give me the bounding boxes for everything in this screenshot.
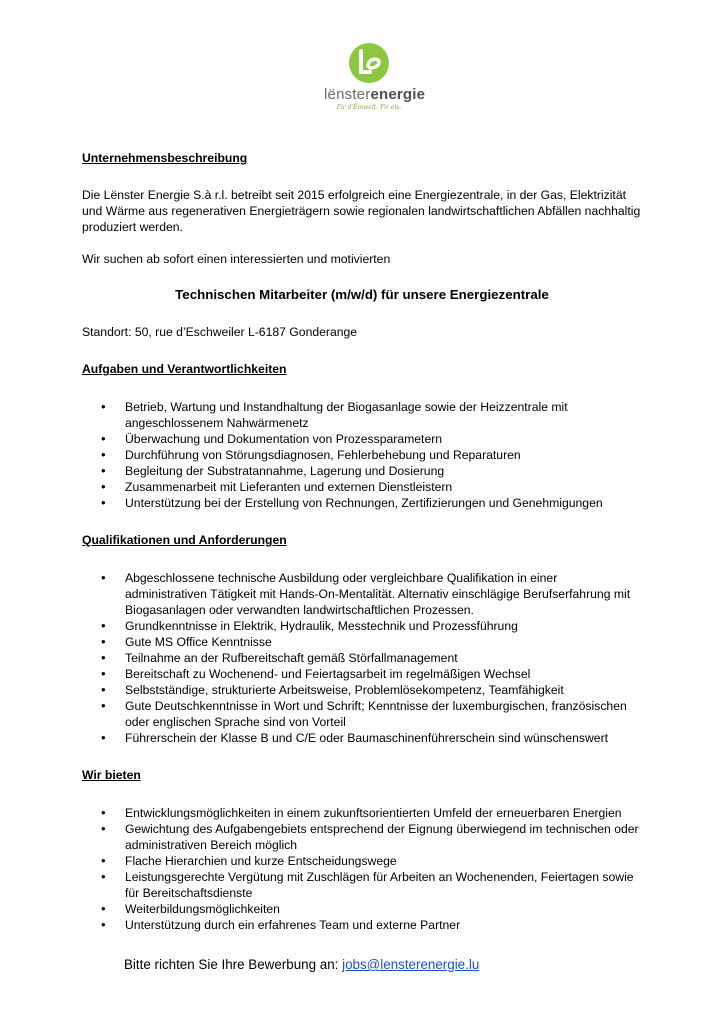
list-item: • Grundkenntnisse in Elektrik, Hydraulik, Messtechnik und Prozessführung	[82, 618, 642, 634]
tasks-heading: Aufgaben und Verantwortlichkeiten	[82, 362, 287, 376]
list-item: • Abgeschlossene technische Ausbildung oder vergleichbare Qualifikation in einer administrativen Tätigkeit mit Hands-On-Mentalität. Alternativ einschlägige Berufserfahrung mit Biogasanlagen oder verwandten landwirtschaftlichen Prozessen.	[82, 570, 642, 618]
list-item: • Weiterbildungsmöglichkeiten	[82, 901, 642, 917]
list-item: • Zusammenarbeit mit Lieferanten und externen Dienstleistern	[82, 479, 642, 495]
offer-heading: Wir bieten	[82, 768, 141, 782]
list-item: • Gute Deutschkenntnisse in Wort und Schrift; Kenntnisse der luxemburgischen, französischen oder englischen Sprache sind von Vorteil	[82, 698, 642, 730]
list-item: • Bereitschaft zu Wochenend- und Feiertagsarbeit im regelmäßigen Wechsel	[82, 666, 642, 682]
qualifications-list	[82, 570, 642, 746]
search-intro: Wir suchen ab sofort einen interessierten und motivierten	[82, 252, 391, 266]
job-posting	[82, 150, 642, 973]
email-link[interactable]: jobs@lensterenergie.lu	[342, 957, 480, 972]
list-item: • Führerschein der Klasse B und C/E oder Baumaschinenführerschein sind wünschenswert	[82, 730, 642, 746]
list-item: • Selbstständige, strukturierte Arbeitsweise, Problemlösekompetenz, Teamfähigkeit	[82, 682, 642, 698]
logo-wordmark: lënsterenergie	[324, 86, 426, 103]
list-item: • Begleitung der Substratannahme, Lagerung und Dosierung	[82, 463, 642, 479]
leaf-logo-icon	[348, 42, 390, 84]
list-item: • Durchführung von Störungsdiagnosen, Fehlerbehebung und Reparaturen	[82, 447, 642, 463]
list-item: • Teilnahme an der Rufbereitschaft gemäß Störfallmanagement	[82, 650, 642, 666]
application-line	[82, 957, 642, 973]
tasks-list	[82, 399, 642, 511]
logo-tagline: Fir d'Ëmwelt. Fir eis.	[336, 104, 402, 111]
list-item: • Leistungsgerechte Vergütung mit Zuschlägen für Arbeiten an Wochenenden, Feiertagen sowie für Bereitschaftsdienste	[82, 869, 642, 901]
company-description: Die Lënster Energie S.à r.l. betreibt seit 2015 erfolgreich eine Energiezentrale, in der Gas, Elektrizität und Wärme aus regenerativen Energieträgern sowie regionalen landwirtschaftlichen Abfällen nachhaltig produziert werden.	[82, 188, 641, 234]
application-text: Bitte richten Sie Ihre Bewerbung an:	[124, 957, 343, 972]
list-item: • Gute MS Office Kenntnisse	[82, 634, 642, 650]
qualifications-heading: Qualifikationen und Anforderungen	[82, 533, 287, 547]
list-item: • Entwicklungsmöglichkeiten in einem zukunftsorientierten Umfeld der erneuerbaren Energien	[82, 805, 642, 821]
location-line: Standort: 50, rue d’Eschweiler L-6187 Gonderange	[82, 325, 358, 339]
company-logo	[324, 42, 426, 111]
list-item: • Flache Hierarchien und kurze Entscheidungswege	[82, 853, 642, 869]
list-item: • Unterstützung bei der Erstellung von Rechnungen, Zertifizierungen und Genehmigungen	[82, 495, 642, 511]
company-heading: Unternehmensbeschreibung	[82, 151, 248, 165]
list-item: • Gewichtung des Aufgabengebiets entsprechend der Eignung überwiegend im technischen oder administrativen Bereich möglich	[82, 821, 642, 853]
list-item: • Unterstützung durch ein erfahrenes Team und externe Partner	[82, 917, 642, 933]
offer-list	[82, 805, 642, 933]
list-item: • Überwachung und Dokumentation von Prozessparametern	[82, 431, 642, 447]
job-title: Technischen Mitarbeiter (m/w/d) für unsere Energiezentrale	[175, 287, 549, 302]
list-item: • Betrieb, Wartung und Instandhaltung der Biogasanlage sowie der Heizzentrale mit angeschlossenem Nahwärmenetz	[82, 399, 642, 431]
